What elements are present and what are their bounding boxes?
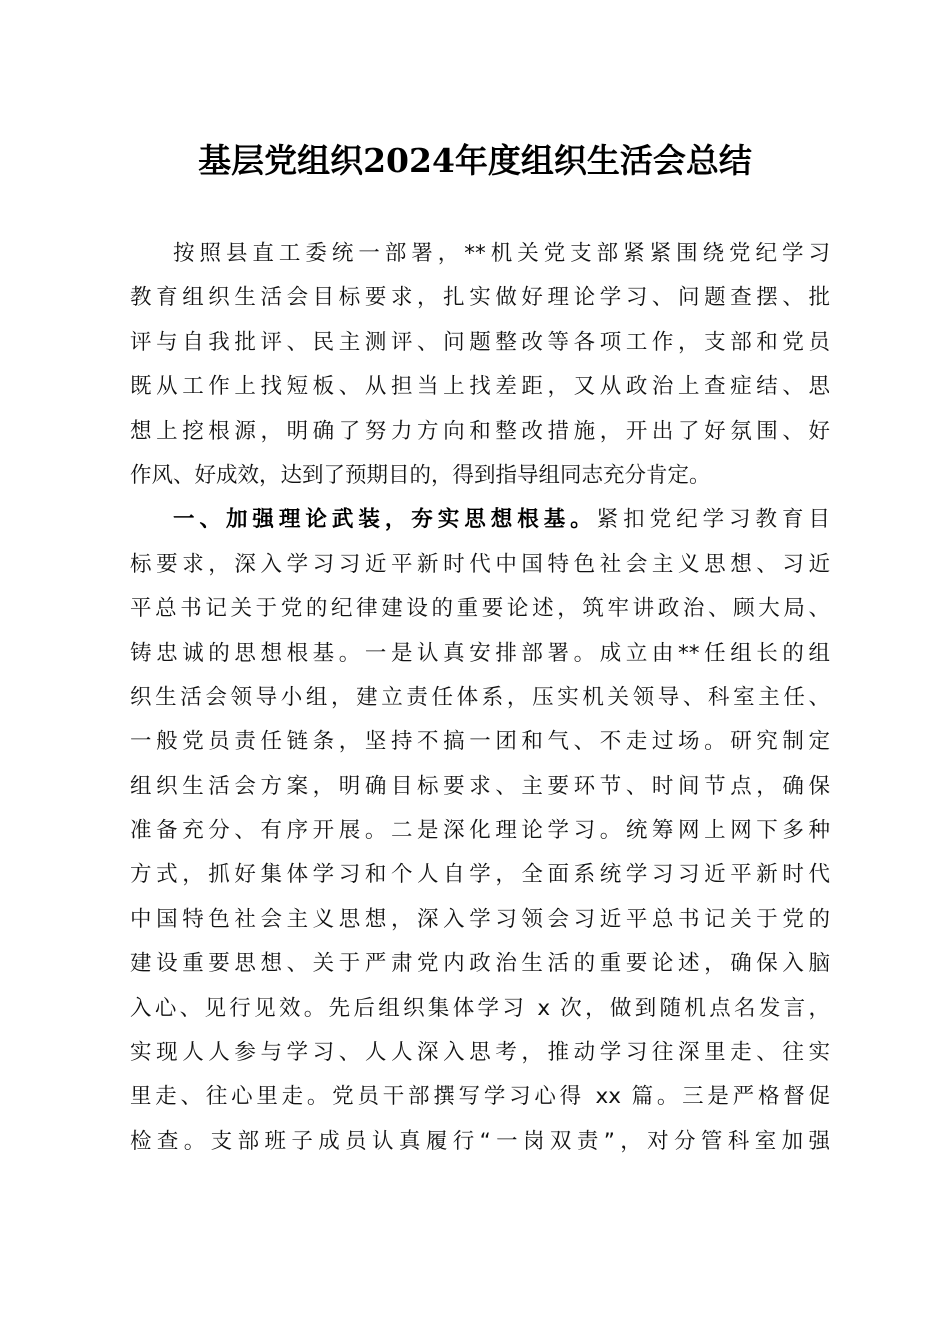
paragraph-line: 织生活会领导小组，建立责任体系，压实机关领导、科室主任、	[130, 684, 830, 710]
paragraph-line: 里走、往心里走。党员干部撰写学习心得 xx 篇。三是严格督促	[130, 1084, 830, 1110]
paragraph-line: 铸忠诚的思想根基。一是认真安排部署。成立由**任组长的组	[130, 640, 830, 666]
paragraph-line: 建设重要思想、关于严肃党内政治生活的重要论述，确保入脑	[130, 951, 830, 977]
paragraph-line: 作风、好成效，达到了预期目的，得到指导组同志充分肯定。	[130, 462, 711, 488]
paragraph-line: 一般党员责任链条，坚持不搞一团和气、不走过场。研究制定	[130, 729, 830, 755]
paragraph-line: 平总书记关于党的纪律建设的重要论述，筑牢讲政治、顾大局、	[130, 596, 830, 622]
paragraph-line: 教育组织生活会目标要求，扎实做好理论学习、问题查摆、批	[130, 285, 830, 311]
paragraph-line: 既从工作上找短板、从担当上找差距，又从政治上查症结、思	[130, 374, 830, 400]
document-title: 基层党组织2024年度组织生活会总结	[198, 141, 752, 180]
section-heading-rest: 紧扣党纪学习教育目	[596, 507, 830, 533]
paragraph-line: 标要求，深入学习习近平新时代中国特色社会主义思想、习近	[130, 551, 830, 577]
paragraph-line: 方式，抓好集体学习和个人自学，全面系统学习习近平新时代	[130, 862, 830, 888]
paragraph-line: 入心、见行见效。先后组织集体学习 x 次，做到随机点名发言，	[130, 995, 830, 1021]
paragraph-line: 按照县直工委统一部署，**机关党支部紧紧围绕党纪学习	[173, 241, 830, 266]
section-heading: 一、加强理论武装，夯实思想根基。	[173, 507, 597, 533]
paragraph-line: 组织生活会方案，明确目标要求、主要环节、时间节点，确保	[130, 773, 830, 799]
section-heading-line	[130, 498, 830, 542]
paragraph-line: 中国特色社会主义思想，深入学习领会习近平总书记关于党的	[130, 906, 830, 932]
paragraph-line: 准备充分、有序开展。二是深化理论学习。统筹网上网下多种	[130, 818, 830, 844]
paragraph-line: 实现人人参与学习、人人深入思考，推动学习往深里走、往实	[130, 1040, 830, 1066]
paragraph-line: 检查。支部班子成员认真履行“一岗双责”，对分管科室加强	[130, 1128, 830, 1154]
document-body	[130, 232, 830, 1164]
paragraph-line: 想上挖根源，明确了努力方向和整改措施，开出了好氛围、好	[130, 418, 830, 444]
paragraph-line: 评与自我批评、民主测评、问题整改等各项工作，支部和党员	[130, 329, 830, 355]
